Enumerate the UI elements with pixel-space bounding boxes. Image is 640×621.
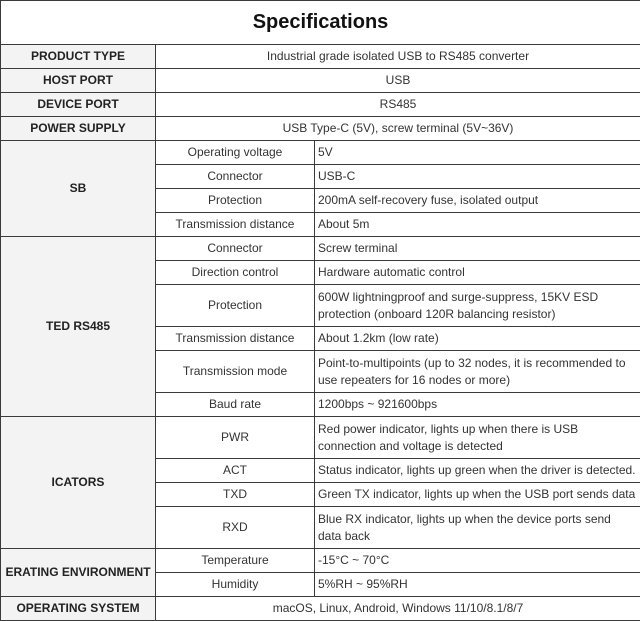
spec-value: About 5m [315, 213, 640, 237]
spec-value: Hardware automatic control [315, 261, 640, 285]
group-label: SB [1, 141, 156, 237]
spec-key: ACT [156, 459, 315, 483]
spec-key: Protection [156, 285, 315, 327]
spec-key: Humidity [156, 573, 315, 597]
spec-value: Point-to-multipoints (up to 32 nodes, it is recommended to use repeaters for 16 nodes or more) [315, 351, 640, 393]
spec-key: Transmission distance [156, 327, 315, 351]
spec-value: About 1.2km (low rate) [315, 327, 640, 351]
row-label: POWER SUPPLY [1, 117, 156, 141]
spec-value: Red power indicator, lights up when there is USB connection and voltage is detected [315, 417, 640, 459]
spec-value: USB-C [315, 165, 640, 189]
table-row [1, 549, 640, 573]
table-row [1, 69, 640, 93]
spec-value: 5V [315, 141, 640, 165]
spec-key: Connector [156, 165, 315, 189]
row-label: HOST PORT [1, 69, 156, 93]
spec-key: Operating voltage [156, 141, 315, 165]
spec-value: Screw terminal [315, 237, 640, 261]
spec-value: 600W lightningproof and surge-suppress, 15KV ESD protection (onboard 120R balancing resistor) [315, 285, 640, 327]
group-label: TED RS485 [1, 237, 156, 417]
spec-key: Connector [156, 237, 315, 261]
spec-value: Green TX indicator, lights up when the USB port sends data [315, 483, 640, 507]
table-row [1, 93, 640, 117]
table-row [1, 117, 640, 141]
row-label: DEVICE PORT [1, 93, 156, 117]
spec-key: Transmission mode [156, 351, 315, 393]
spec-value: 1200bps ~ 921600bps [315, 393, 640, 417]
spec-value: 200mA self-recovery fuse, isolated output [315, 189, 640, 213]
row-value: RS485 [156, 93, 640, 117]
group-label: ERATING ENVIRONMENT [1, 549, 156, 597]
spec-key: TXD [156, 483, 315, 507]
row-label: PRODUCT TYPE [1, 45, 156, 69]
spec-key: Protection [156, 189, 315, 213]
row-label: OPERATING SYSTEM [1, 597, 156, 621]
spec-key: Transmission distance [156, 213, 315, 237]
row-value: USB [156, 69, 640, 93]
row-value: USB Type-C (5V), screw terminal (5V~36V) [156, 117, 640, 141]
spec-value: Blue RX indicator, lights up when the device ports send data back [315, 507, 640, 549]
spec-value: -15°C ~ 70°C [315, 549, 640, 573]
page-title: Specifications [1, 1, 640, 45]
row-value: Industrial grade isolated USB to RS485 converter [156, 45, 640, 69]
spec-key: Baud rate [156, 393, 315, 417]
spec-value: Status indicator, lights up green when the driver is detected. [315, 459, 640, 483]
row-value: macOS, Linux, Android, Windows 11/10/8.1/8/7 [156, 597, 640, 621]
spec-key: RXD [156, 507, 315, 549]
spec-key: Temperature [156, 549, 315, 573]
table-row [1, 597, 640, 621]
spec-value: 5%RH ~ 95%RH [315, 573, 640, 597]
table-row [1, 45, 640, 69]
table-row [1, 141, 640, 165]
table-row [1, 417, 640, 459]
group-label: ICATORS [1, 417, 156, 549]
table-row [1, 237, 640, 261]
spec-key: Direction control [156, 261, 315, 285]
spec-key: PWR [156, 417, 315, 459]
